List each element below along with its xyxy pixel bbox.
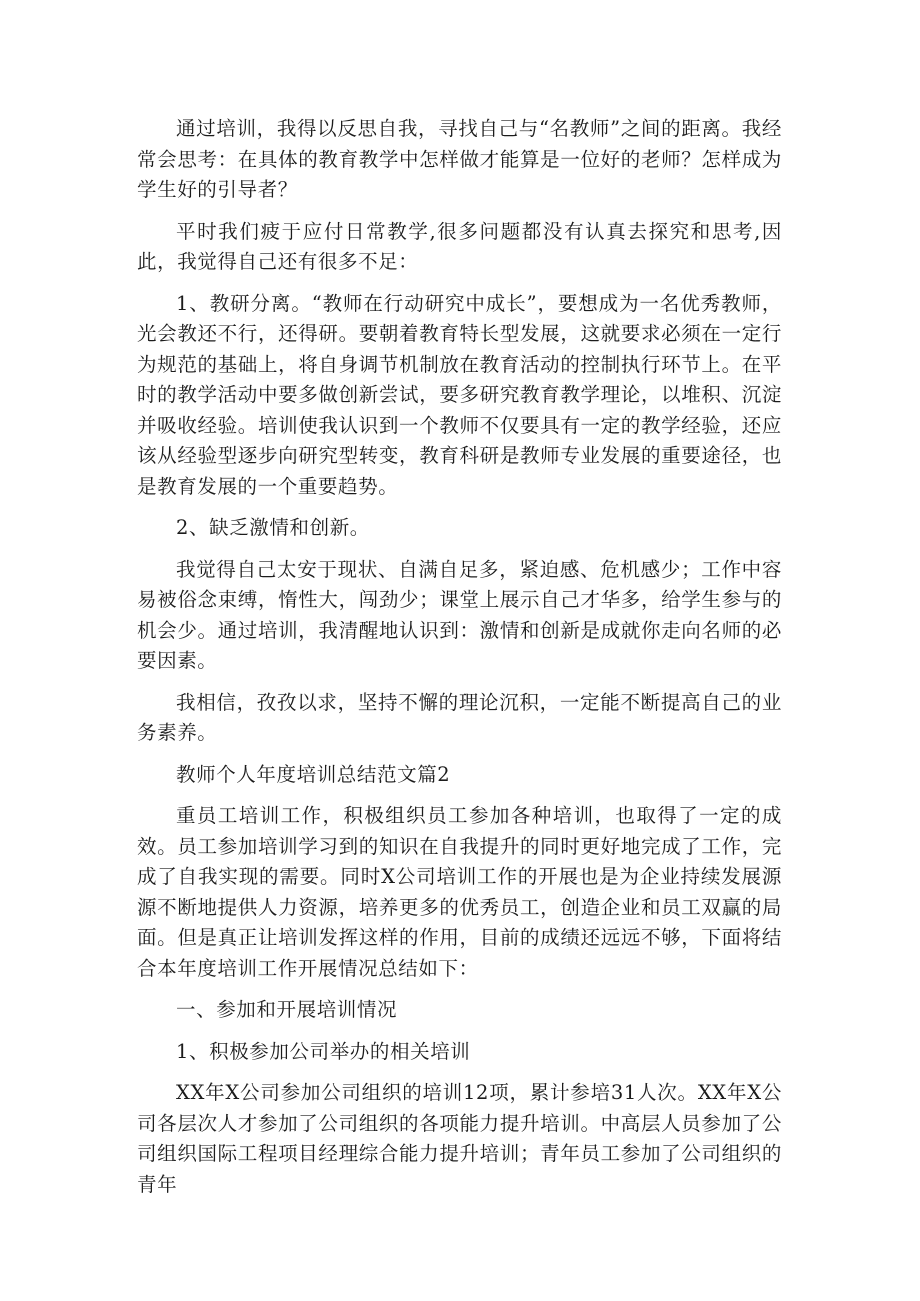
paragraph: 我相信，孜孜以求，坚持不懈的理论沉积，一定能不断提高自己的业务素养。: [137, 690, 782, 744]
paragraph: 重员工培训工作，积极组织员工参加各种培训，也取得了一定的成效。员工参加培训学习到的知识在自我提升的同时更好地完成了工作，完成了自我实现的需要。同时X公司培训工作的开展也是为企业持续发展源源不断地提供人力资源，培养更多的优秀员工，创造企业和员工双赢的局面。但是真正让培训发挥这样的作用，目前的成绩还远远不够，下面将结合本年度培训工作开展情况总结如下：: [137, 804, 782, 980]
paragraph: 1、教研分离。“教师在行动研究中成长”，要想成为一名优秀教师，光会教还不行，还得研。要朝着教育特长型发展，这就要求必须在一定行为规范的基础上，将自身调节机制放在教育活动的控制执行环节上。在平时的教学活动中要多做创新尝试，要多研究教育教学理论，以堆积、沉淀并吸收经验。培训使我认识到一个教师不仅要具有一定的教学经验，还应该从经验型逐步向研究型转变，教育科研是教师专业发展的重要途径，也是教育发展的一个重要趋势。: [137, 291, 782, 498]
paragraph: XX年X公司参加公司组织的培训12项，累计参培31人次。XX年X公司各层次人才参加了公司组织的各项能力提升培训。中高层人员参加了公司组织国际工程项目经理综合能力提升培训；青年员工参加了公司组织的青年: [137, 1081, 782, 1196]
paragraph: 我觉得自己太安于现状、自满自足多，紧迫感、危机感少；工作中容易被俗念束缚，惰性大，闯劲少；课堂上展示自己才华多，给学生参与的机会少。通过培训，我清醒地认识到：激情和创新是成就你走向名师的必要因素。: [137, 557, 782, 672]
paragraph: 通过培训，我得以反思自我，寻找自己与“名教师”之间的距离。我经常会思考：在具体的教育教学中怎样做才能算是一位好的老师？怎样成为学生好的引导者？: [137, 117, 782, 201]
subsection-heading: 1、积极参加公司举办的相关培训: [176, 1039, 471, 1063]
paragraph: 2、缺乏激情和创新。: [176, 516, 370, 539]
section-heading: 一、参加和开展培训情况: [176, 998, 398, 1021]
paragraph: 平时我们疲于应付日常教学,很多问题都没有认真去探究和思考,因此，我觉得自己还有很多不足：: [137, 219, 782, 273]
document-body: [137, 114, 782, 1211]
section-title: 教师个人年度培训总结范文篇2: [176, 762, 451, 786]
